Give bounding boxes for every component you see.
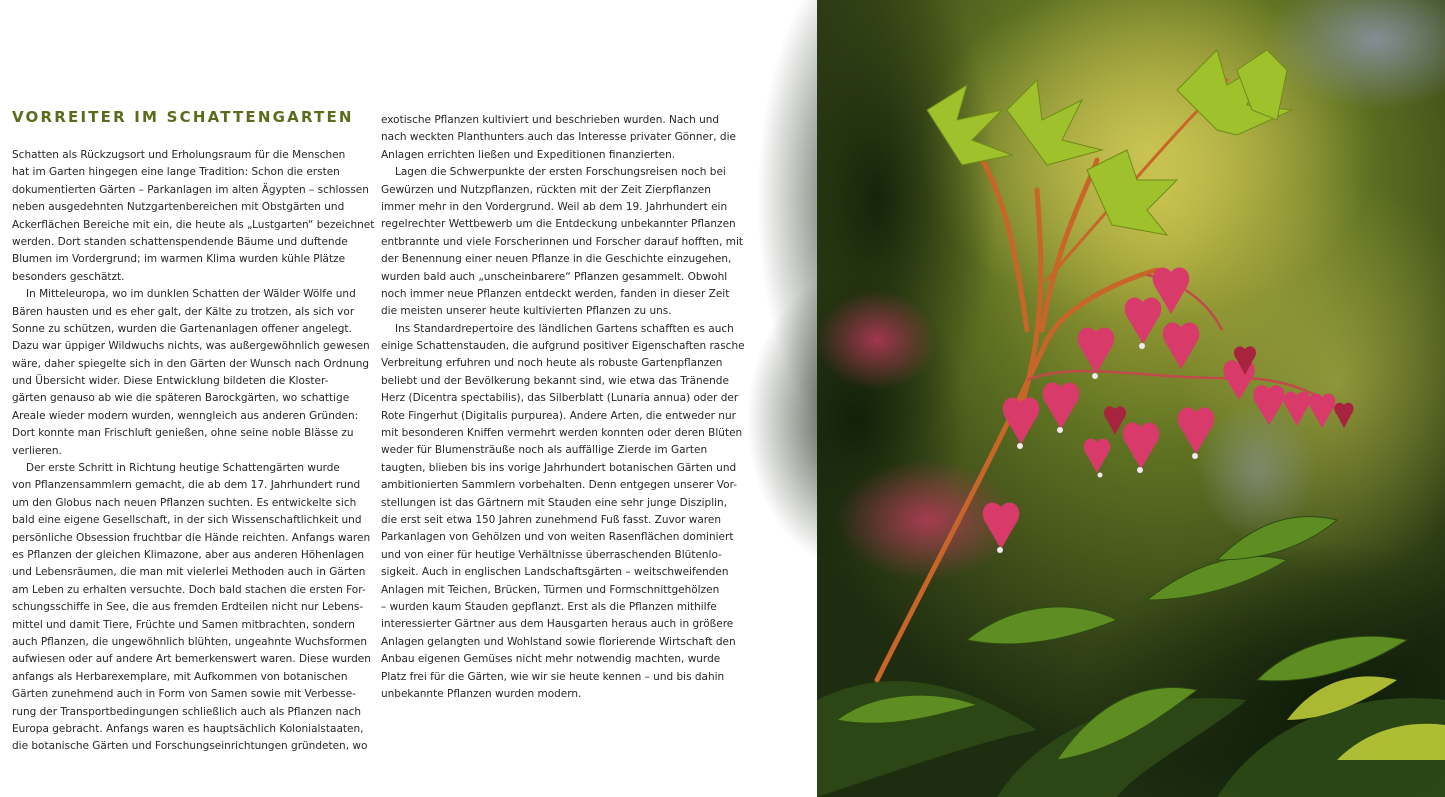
text-line: ambitionierten Sammlern vorbehalten. Denn entgegen unserer Vor- [381, 479, 738, 492]
text-line: Lagen die Schwerpunkte der ersten Forschungsreisen noch bei [395, 166, 726, 179]
text-line: schungsschiffe in See, die aus fremden Erdteilen nicht nur Lebens- [12, 601, 364, 614]
text-line: Areale wieder modern wurden, wenngleich aus anderen Gründen: [12, 409, 359, 422]
text-line: exotische Pflanzen kultiviert und beschrieben wurden. Nach und [381, 114, 720, 126]
text-line: – wurden kaum Stauden gepflanzt. Erst als die Pflanzen mithilfe [381, 600, 717, 613]
text-line: Ins Standardrepertoire des ländlichen Gartens schafften es auch [395, 322, 734, 335]
text-line: hat im Garten hingegen eine lange Tradition: Schon die ersten [12, 166, 340, 179]
text-line: Dort konnte man Frischluft genießen, ohne seine noble Blässe zu [12, 427, 354, 440]
text-line: wurden bald auch „unscheinbarere“ Pflanzen gesammelt. Obwohl [381, 270, 728, 283]
text-line: taugten, blieben bis ins vorige Jahrhundert botanischen Gärten und [381, 461, 737, 474]
text-line: sigkeit. Auch in englischen Landschaftsgärten – weitschweifenden [381, 566, 729, 579]
section-heading: VORREITER IM SCHATTENGARTEN [12, 108, 354, 126]
text-line: Parkanlagen von Gehölzen und von weiten Rasenflächen dominiert [381, 531, 734, 544]
text-column-left [12, 147, 375, 756]
text-line: entbrannte und viele Forscherinnen und Forscher darauf hofften, mit [381, 235, 744, 248]
text-line: neben ausgedehnten Nutzgartenbereichen mit Obstgärten und [12, 201, 345, 214]
text-line: unbekannte Pflanzen wurden modern. [381, 687, 582, 700]
text-column-right [381, 112, 745, 703]
text-line: In Mitteleuropa, wo im dunklen Schatten der Wälder Wölfe und [26, 288, 356, 301]
text-line: gärten genauso ab wie die späteren Barockgärten, wo schattige [12, 392, 350, 405]
text-line: wäre, daher spiegelte sich in den Gärten der Wunsch nach Ordnung [12, 357, 370, 370]
text-line: anfangs als Herbarexemplare, mit Aufkommen von botanischen [12, 670, 348, 683]
text-line: stellungen ist das Gärtnern mit Stauden eine sehr junge Disziplin, [381, 496, 728, 509]
text-line: und Übersicht wider. Diese Entwicklung bildeten die Kloster- [12, 375, 329, 388]
text-line: Blumen im Vordergrund; im warmen Klima wurden kühle Plätze [12, 253, 346, 266]
text-line: mittel und damit Tiere, Früchte und Samen mitbrachten, sondern [12, 618, 355, 631]
text-line: Platz frei für die Gärten, wie wir sie heute kennen – und bis dahin [381, 670, 725, 683]
text-line: Schatten als Rückzugsort und Erholungsraum für die Menschen [12, 149, 346, 161]
text-line: Der erste Schritt in Richtung heutige Schattengärten wurde [26, 462, 340, 475]
text-line: einige Schattenstauden, die aufgrund positiver Eigenschaften rasche [381, 340, 745, 353]
bleeding-heart-photo [817, 0, 1445, 797]
text-line: es Pflanzen der gleichen Klimazone, aber aus anderen Höhenlagen [12, 548, 365, 561]
text-line: bald eine eigene Gesellschaft, in der sich Wissenschaftlichkeit und [12, 514, 362, 527]
text-line: Bären hausten und es eher galt, der Kälte zu trotzen, als sich vor [12, 305, 355, 318]
text-line: Anbau eigenen Gemüses nicht mehr notwendig machten, wurde [381, 653, 721, 666]
text-line: auch Pflanzen, die ungewöhnlich blühten, ungeahnte Wuchsformen [12, 635, 367, 648]
text-line: mit besonderen Kniffen vermehrt werden konnten oder deren Blüten [381, 427, 743, 440]
text-line: Anlagen gelangten und Wohlstand sowie florierende Wirtschaft den [381, 635, 736, 648]
text-line: Verbreitung erfuhren und noch heute als robuste Gartenpflanzen [381, 357, 723, 370]
text-line: immer mehr in den Vordergrund. Weil ab dem 19. Jahrhundert ein [381, 200, 728, 213]
text-line: und Lebensräumen, die man mit vielerlei Methoden auch in Gärten [12, 566, 366, 579]
text-line: Gewürzen und Nutzpflanzen, rückten mit der Zeit Zierpflanzen [381, 183, 711, 196]
text-line: die botanische Gärten und Forschungseinrichtungen gründeten, wo [12, 740, 368, 753]
text-line: die erst seit etwa 150 Jahren zunehmend Fuß fasst. Zuvor waren [381, 513, 722, 526]
text-line: beliebt und der Bevölkerung bekannt sind, wie etwa das Tränende [381, 374, 729, 387]
text-line: noch immer neue Pflanzen entdeckt werden, fanden in dieser Zeit [381, 287, 730, 300]
text-line: nach weckten Planthunters auch das Interesse privater Gönner, die [381, 131, 736, 144]
text-line: Anlagen mit Teichen, Brücken, Türmen und Formschnittgehölzen [381, 583, 720, 596]
text-line: rung der Transportbedingungen schließlich auch als Pflanzen nach [12, 705, 362, 718]
text-line: am Leben zu erhalten versuchte. Doch bald stachen die ersten For- [12, 583, 366, 596]
text-line: um den Globus nach neuen Pflanzen suchten. Es entwickelte sich [12, 496, 357, 509]
text-line: der Benennung einer neuen Pflanze in die Geschichte einzugehen, [381, 253, 732, 266]
text-line: Dazu war üppiger Wildwuchs nichts, was außergewöhnlich gewesen [12, 340, 370, 353]
text-line: regelrechter Wettbewerb um die Entdeckung unbekannter Pflanzen [381, 218, 736, 231]
text-line: Europa gebracht. Anfangs waren es hauptsächlich Kolonialstaaten, [12, 722, 364, 735]
text-line: weder für Blumensträuße noch als auffällige Zierde im Garten [381, 444, 708, 457]
text-line: verlieren. [12, 444, 62, 457]
text-line: Ackerflächen Bereiche mit ein, die heute als „Lustgarten“ bezeichnet [12, 218, 375, 231]
text-line: werden. Dort standen schattenspendende Bäume und duftende [12, 235, 348, 248]
text-line: aufwiesen oder auf andere Art bemerkenswert waren. Diese wurden [12, 653, 371, 666]
text-line: dokumentierten Gärten – Parkanlagen im alten Ägypten – schlossen [12, 183, 369, 196]
text-line: Gärten zunehmend auch in Form von Samen sowie mit Verbesse- [12, 688, 356, 701]
text-line: die meisten unserer heute kultivierten Pflanzen zu uns. [381, 305, 672, 318]
text-line: Herz (Dicentra spectabilis), das Silberblatt (Lunaria annua) oder der [381, 392, 739, 405]
text-line: Anlagen errichten ließen und Expeditionen finanzierten. [381, 148, 676, 161]
text-line: persönliche Obsession fruchtbar die Hände reichten. Anfangs waren [12, 531, 371, 544]
text-line: Rote Fingerhut (Digitalis purpurea). Andere Arten, die entweder nur [381, 409, 736, 422]
text-line: Sonne zu schützen, wurden die Gartenanlagen offener angelegt. [12, 322, 352, 335]
text-line: besonders geschätzt. [12, 270, 125, 283]
text-line: von Pflanzensammlern gemacht, die ab dem 17. Jahrhundert rund [12, 479, 361, 492]
text-line: interessierter Gärtner aus dem Hausgarten heraus auch in größere [381, 618, 734, 631]
text-line: und von einer für heutige Verhältnisse überraschenden Blütenlo- [381, 548, 722, 561]
